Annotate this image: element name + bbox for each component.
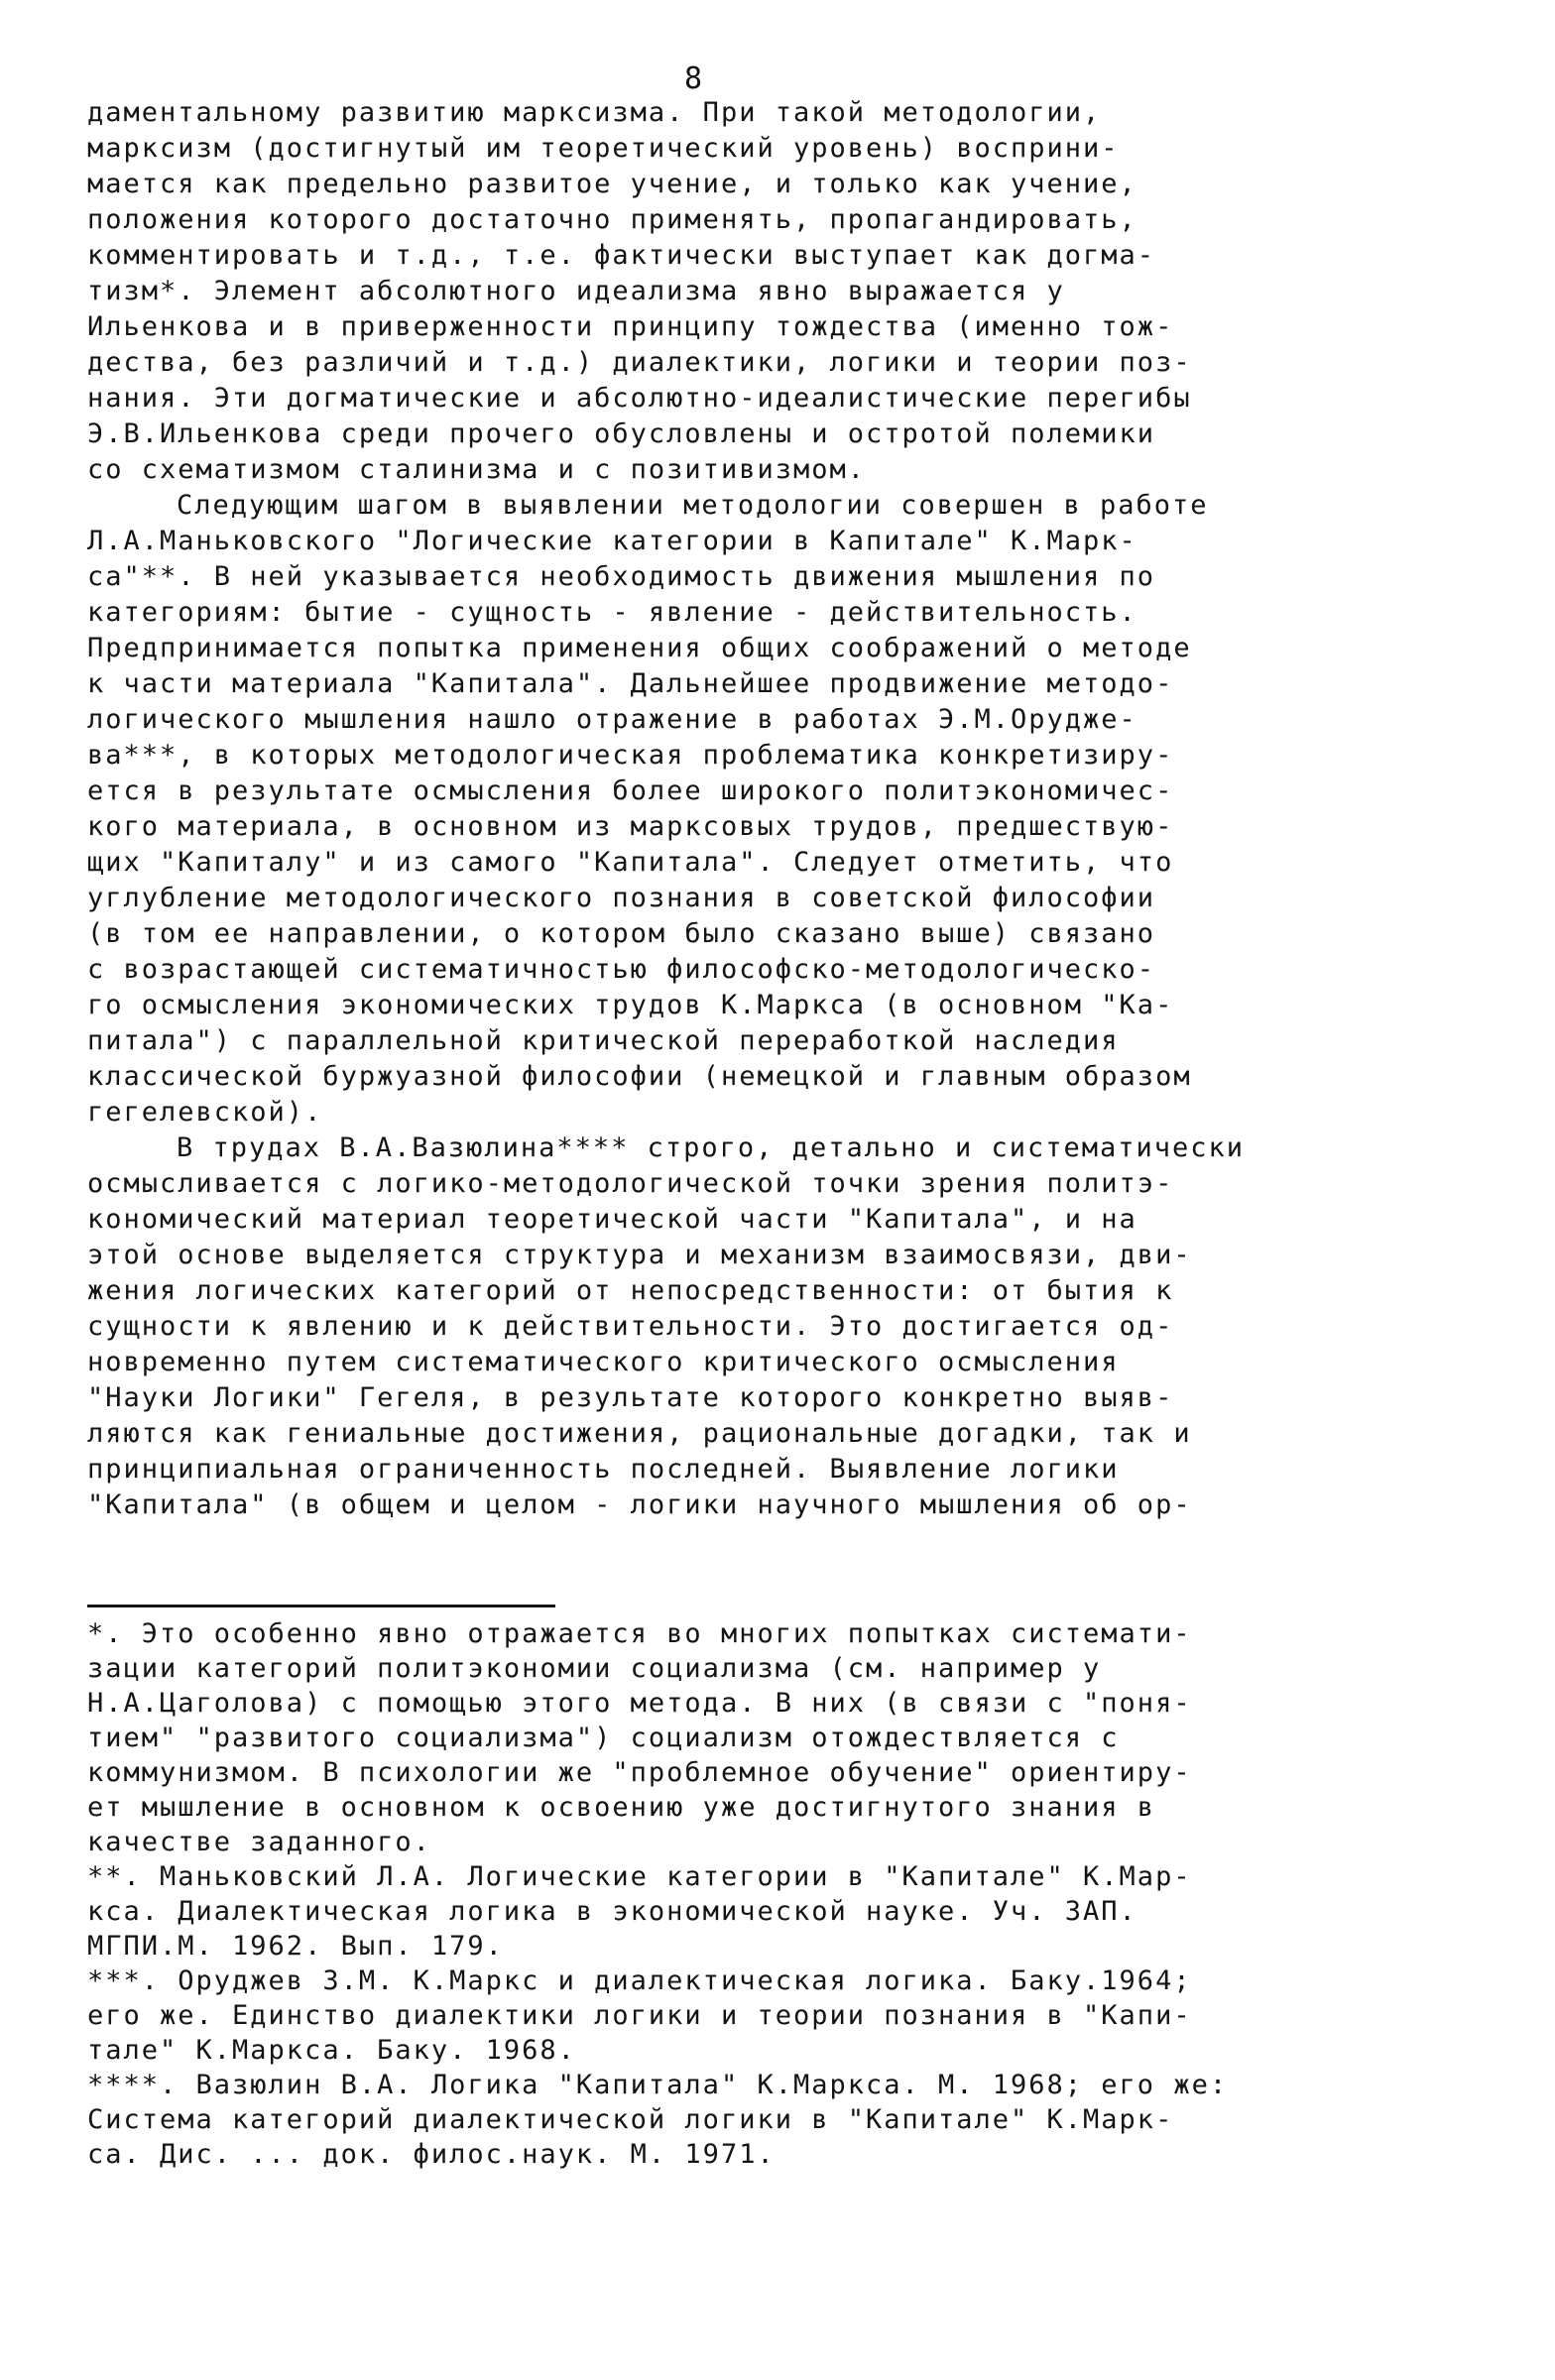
footnotes (87, 1616, 1228, 2172)
text-line: категориям: бытие - сущность - явление - действительность. (87, 597, 1137, 628)
text-line: со схематизмом сталинизма и с позитивизмом. (87, 454, 866, 485)
text-line: даментальному развитию марксизма. При такой методологии, (87, 97, 1102, 128)
text-line: к части материала "Капитала". Дальнейшее продвижение методо- (87, 668, 1174, 699)
text-line: комментировать и т.д., т.е. фактически выступает как догма- (87, 240, 1156, 271)
text-line: "Науки Логики" Гегеля, в результате которого конкретно выяв- (87, 1382, 1174, 1413)
text-line: положения которого достаточно применять, пропагандировать, (87, 204, 1137, 235)
text-line: новременно путем систематического критического осмысления (87, 1347, 1120, 1377)
text-line: "Капитала" (в общем и целом - логики научного мышления об ор- (87, 1489, 1192, 1520)
footnote-line: **. Маньковский Л.А. Логические категории в "Капитале" К.Мар- (87, 1861, 1192, 1892)
text-line: углубление методологического познания в советской философии (87, 883, 1156, 913)
text-line: принципиальная ограниченность последней. Выявление логики (87, 1454, 1120, 1485)
text-line: са"**. В ней указывается необходимость движения мышления по (87, 561, 1156, 592)
footnote-line: МГПИ.М. 1962. Вып. 179. (87, 1931, 504, 1962)
footnote-line: качестве заданного. (87, 1827, 431, 1857)
text-line: Предпринимается попытка применения общих соображений о методе (87, 633, 1192, 663)
text-line: с возрастающей систематичностью философско-методологическо- (87, 954, 1156, 985)
footnote-line: кса. Диалектическая логика в экономической науке. Уч. ЗАП. (87, 1896, 1137, 1927)
text-line: Л.А.Маньковского "Логические категории в Капитале" К.Марк- (87, 526, 1137, 556)
footnote-line: са. Дис. ... док. филос.наук. М. 1971. (87, 2139, 776, 2170)
footnote-line: зации категорий политэкономии социализма (см. например у (87, 1653, 1102, 1684)
paragraph-start-line: В трудах В.А.Вазюлина**** строго, детально и систематически (177, 1132, 1246, 1163)
footnote-line: коммунизмом. В психологии же "проблемное обучение" ориентиру- (87, 1757, 1192, 1788)
text-line: ва***, в которых методологическая проблематика конкретизиру- (87, 740, 1174, 771)
text-line: жения логических категорий от непосредственности: от бытия к (87, 1275, 1174, 1306)
footnote-line: Система категорий диалектической логики в "Капитале" К.Марк- (87, 2104, 1174, 2135)
text-line: Э.В.Ильенкова среди прочего обусловлены и остротой полемики (87, 418, 1156, 449)
paragraph-start-line: Следующим шагом в выявлении методологии совершен в работе (177, 490, 1209, 521)
footnote-line: ***. Оруджев З.М. К.Маркс и диалектическая логика. Баку.1964; (87, 1965, 1192, 1996)
footnote-line: Н.А.Цаголова) с помощью этого метода. В них (в связи с "поня- (87, 1688, 1192, 1719)
text-line: этой основе выделяется структура и механизм взаимосвязи, дви- (87, 1240, 1192, 1270)
footnote-line: ет мышление в основном к освоению уже достигнутого знания в (87, 1792, 1156, 1823)
footnote-line: тием" "развитого социализма") социализм отождествляется с (87, 1723, 1120, 1753)
text-line: классической буржуазной философии (немецкой и главным образом (87, 1061, 1192, 1092)
text-line: ляются как гениальные достижения, рациональные догадки, так и (87, 1418, 1192, 1449)
text-line: мается как предельно развитое учение, и только как учение, (87, 169, 1137, 199)
text-line: ется в результате осмысления более широкого политэкономичес- (87, 775, 1174, 806)
footnote-line: ****. Вазюлин В.А. Логика "Капитала" К.Маркса. М. 1968; его же: (87, 2070, 1229, 2100)
text-line: нания. Эти догматические и абсолютно-идеалистические перегибы (87, 383, 1192, 414)
text-line: го осмысления экономических трудов К.Маркса (в основном "Ка- (87, 990, 1174, 1020)
text-line: гегелевской). (87, 1097, 323, 1128)
text-line: марксизм (достигнутый им теоретический уровень) восприни- (87, 133, 1120, 164)
main-text (87, 95, 1245, 1523)
text-line: дества, без различий и т.д.) диалектики, логики и теории поз- (87, 347, 1192, 378)
footnote-line: *. Это особенно явно отражается во многих попытках системати- (87, 1618, 1192, 1649)
footnote-line: тале" К.Маркса. Баку. 1968. (87, 2035, 576, 2066)
text-line: щих "Капиталу" и из самого "Капитала". Следует отметить, что (87, 847, 1174, 878)
text-line: кономический материал теоретической части "Капитала", и на (87, 1204, 1137, 1235)
page-number: 8 (684, 61, 703, 96)
text-line: кого материала, в основном из марксовых трудов, предшествую- (87, 811, 1174, 842)
footnote-line: его же. Единство диалектики логики и теории познания в "Капи- (87, 2000, 1192, 2031)
text-line: Ильенкова и в приверженности принципу тождества (именно тож- (87, 311, 1174, 342)
text-line: логического мышления нашло отражение в работах Э.М.Оруджe- (87, 704, 1137, 735)
text-line: осмысливается с логико-методологической точки зрения политэ- (87, 1168, 1174, 1199)
footnote-separator (87, 1605, 555, 1607)
text-line: тизм*. Элемент абсолютного идеализма явно выражается у (87, 276, 1065, 306)
text-line: сущности к явлению и к действительности. Это достигается од- (87, 1311, 1174, 1342)
text-line: питала") с параллельной критической переработкой наследия (87, 1025, 1120, 1056)
text-line: (в том ее направлении, о котором было сказано выше) связано (87, 918, 1156, 949)
